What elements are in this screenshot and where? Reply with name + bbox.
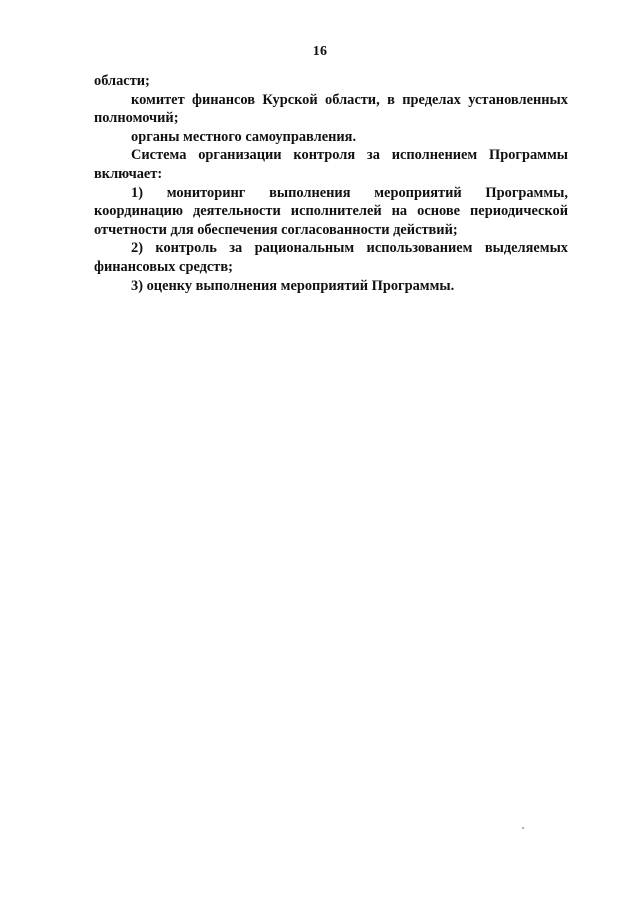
list-item-monitoring: 1) мониторинг выполнения мероприятий Программы, координацию деятельности исполнителей на основе периодической отчетности для обеспечения согласованности действий; [94, 184, 568, 238]
document-body [94, 72, 568, 295]
paragraph-control-system-intro: Система организации контроля за исполнением Программы включает: [94, 147, 568, 182]
scan-speck [522, 827, 524, 829]
paragraph-regions-continuation: области; [94, 73, 150, 89]
page-number: 16 [312, 44, 328, 59]
paragraph-finance-committee: комитет финансов Курской области, в пределах установленных полномочий; [94, 91, 568, 127]
list-item-funds-control: 2) контроль за рациональным использованием выделяемых финансовых средств; [94, 240, 568, 275]
paragraph-local-government: органы местного самоуправления. [131, 128, 357, 145]
list-item-evaluation: 3) оценку выполнения мероприятий Программы. [131, 277, 455, 294]
